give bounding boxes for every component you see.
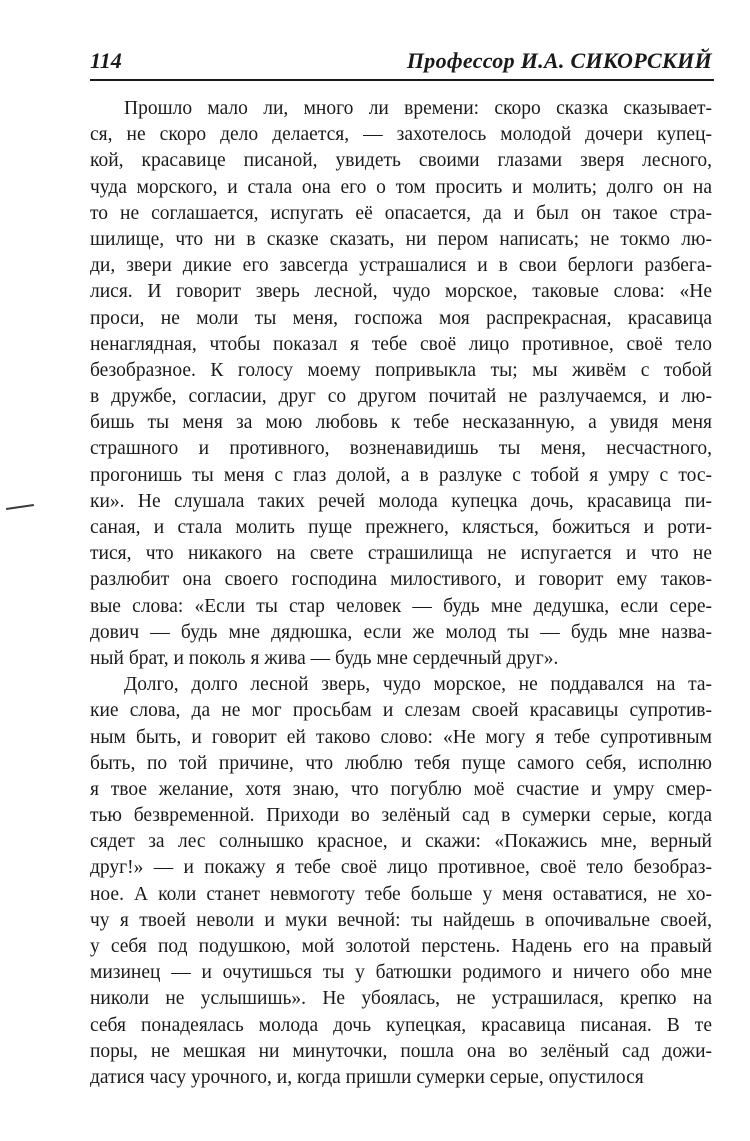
- text-line: тися, что никакого на свете страшилища не испугается и что не: [90, 543, 712, 565]
- text-line: вые слова: «Если ты стар человек — будь мне дедушка, если серe-: [90, 595, 712, 617]
- text-line: в дружбе, согласии, друг со другом почитай не разлучаемся, и лю-: [90, 386, 712, 408]
- text-line: друг!» — и покажу я тебе своё лицо противное, своё тело безобраз-: [90, 857, 712, 879]
- text-line: саная, и стала молить пуще прежнего, клясться, божиться и роти-: [90, 517, 712, 538]
- text-line: я твое желание, хотя знаю, что погублю моё счастие и умру смер-: [90, 778, 712, 800]
- text-line: тью безвременной. Приходи во зелёный сад в сумерки серые, когда: [90, 805, 712, 827]
- text-line: ный брат, и поколь я жива — будь мне сердечный друг».: [90, 647, 559, 669]
- text-line: сядет за лес солнышко красное, и скажи: «Покажись мне, верный: [90, 831, 712, 853]
- text-line: поры, не мешкая ни минуточки, пошла она во зелёный сад дожи-: [90, 1040, 712, 1062]
- text-line: ное. А коли станет невмоготу тебе больше у меня оставатися, не хо-: [90, 883, 712, 905]
- text-line: ся, не скоро дело делается, — захотелось молодой дочери купец-: [90, 124, 712, 146]
- text-line: мизинец — и очутишься ты у батюшки родимого и ничего обо мне: [90, 962, 712, 984]
- text-line: шилище, что ни в сказке сказать, ни пером написать; не токмо лю-: [90, 228, 712, 250]
- text-line: быть, по той причине, что люблю тебя пуще самого себя, исполню: [90, 752, 712, 774]
- text-line: ки». Не слушала таких речей молода купецка дочь, красавица пи-: [90, 490, 712, 512]
- text-line: Прошло мало ли, много ли времени: скоро сказка сказывает-: [124, 98, 712, 119]
- text-line: датися часу урочного, и, когда пришли сумерки серые, опустилося: [90, 1066, 644, 1088]
- text-line: себя понадеялась молода дочь купецкая, красавица писаная. В те: [90, 1014, 712, 1036]
- text-line: николи не услышишь». Не убоялась, не устрашилася, крепко на: [90, 988, 712, 1010]
- text-line: Долго, долго лесной зверь, чудо морское, не поддавался на та-: [124, 674, 712, 696]
- header-rule: [90, 79, 714, 81]
- page-number: 114: [90, 48, 122, 73]
- text-line: то не соглашается, испугать её опасается, да и был он такое стра-: [90, 202, 712, 224]
- running-title: Профессор И.А. СИКОРСКИЙ: [406, 48, 712, 73]
- page-header: [90, 44, 712, 78]
- text-line: прогонишь ты меня с глаз долой, а в разлуке с тобой я умру с тос-: [90, 464, 712, 486]
- text-line: ди, звери дикие его завсегда устрашалися и в свои берлоги разбега-: [90, 255, 712, 277]
- text-line: ным быть, и говорит ей таково слово: «Не могу я тебе супротивным: [90, 726, 712, 748]
- text-line: у себя под подушкою, мой золотой перстень. Надень его на правый: [90, 936, 712, 957]
- text-line: лися. И говорит зверь лесной, чудо морское, таковые слова: «Не: [90, 281, 712, 303]
- body-text: [90, 96, 712, 1091]
- text-line: страшного и противного, возненавидишь ты меня, несчастного,: [90, 438, 712, 460]
- text-line: безобразное. К голосу моему попривыкла ты; мы живём с тобой: [90, 359, 712, 381]
- text-line: проси, не моли ты меня, госпожа моя распрекрасная, красавица: [90, 307, 712, 329]
- text-line: разлюбит она своего господина милостивого, и говорит ему таков-: [90, 569, 712, 591]
- text-line: ненаглядная, чтобы показал я тебе своё лицо противное, своё тело: [90, 333, 712, 355]
- text-line: бишь ты меня за мою любовь к тебе несказанную, а увидя меня: [90, 412, 712, 434]
- text-line: кие слова, да не мог просьбам и слезам своей красавицы супротив-: [90, 700, 712, 722]
- text-line: кой, красавице писаной, увидеть своими глазами зверя лесного,: [90, 150, 712, 172]
- text-line: чу я твоей неволи и муки вечной: ты найдешь в опочивальне своей,: [90, 909, 712, 931]
- text-line: чуда морского, и стала она его о том просить и молить; долго он на: [90, 176, 712, 198]
- margin-mark: [6, 504, 34, 510]
- text-line: дович — будь мне дядюшка, если же молод ты — будь мне назва-: [90, 621, 712, 643]
